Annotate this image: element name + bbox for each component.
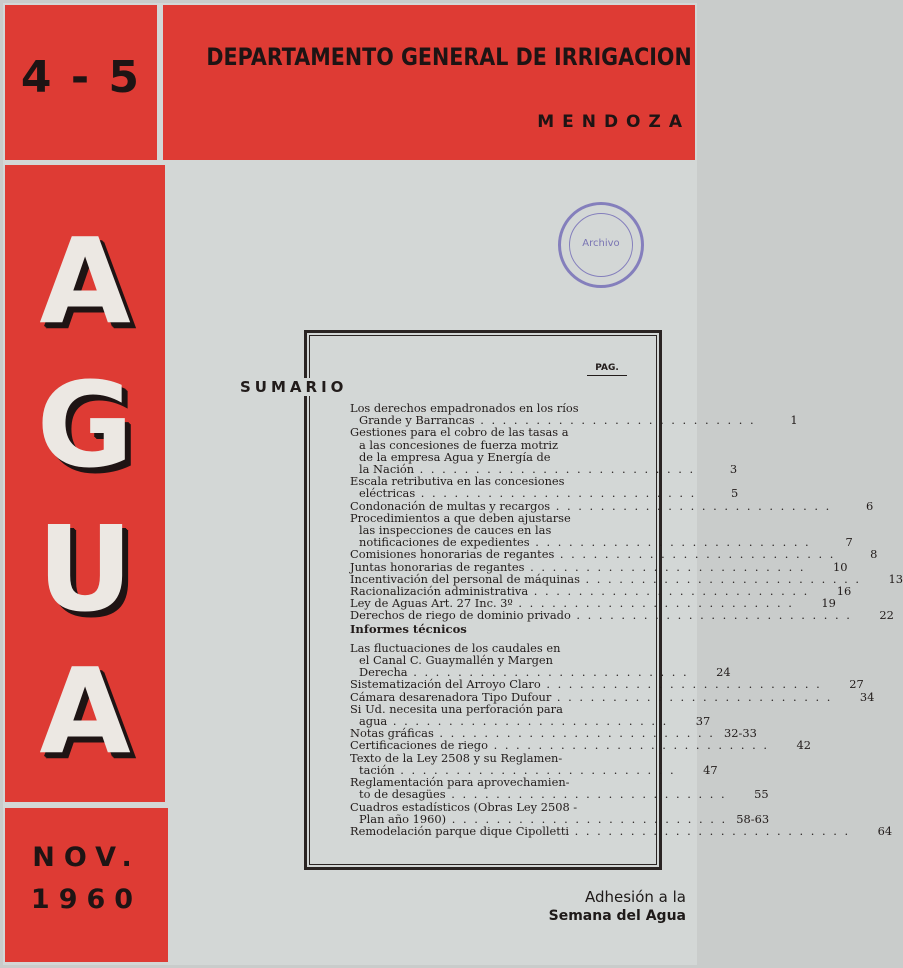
toc-entry <box>350 474 739 501</box>
title-letter: U <box>37 500 133 638</box>
toc-entry-line: a las concesiones de fuerza motriz <box>359 437 559 452</box>
toc-entry-page: 3 <box>729 462 738 477</box>
toc-entry-line: la Nación . . . . . . . . . . . . . . . . . . . . . . . . . <box>359 462 696 477</box>
issue-month: NOV. <box>32 842 141 873</box>
toc-entry-line: Si Ud. necesita una perforación para <box>350 701 563 716</box>
summary-heading: SUMARIO <box>236 378 351 396</box>
toc-entry-title <box>350 752 676 776</box>
toc-entry-page: 5 <box>730 486 739 501</box>
toc-entry-page: 8 <box>870 547 878 562</box>
toc-entry-line: Remodelación parque dique Cipolletti . . . . . . . . . . . . . . . . . . . . . . . . . <box>350 823 851 838</box>
toc-entry-line: Plan año 1960) . . . . . . . . . . . . . . . . . . . . . . . . . <box>359 811 728 826</box>
toc-entry-page: 27 <box>849 677 864 692</box>
toc-entry-line: Ley de Aguas Art. 27 Inc. 3º . . . . . . . . . . . . . . . . . . . . . . . . . <box>350 596 794 611</box>
toc-entry <box>350 775 769 802</box>
toc-entry-line: Certificaciones de riego . . . . . . . . . . . . . . . . . . . . . . . . . <box>350 738 769 753</box>
toc-entry-line: eléctricas . . . . . . . . . . . . . . . . . . . . . . . . . <box>359 486 697 501</box>
toc-entry-line: agua . . . . . . . . . . . . . . . . . . . . . . . . . <box>359 714 669 729</box>
toc-entry <box>350 510 853 550</box>
toc-main-list <box>350 401 903 623</box>
page-column-label: PAG. <box>587 363 627 376</box>
toc-entry-line: el Canal C. Guaymallén y Margen <box>359 653 554 668</box>
title-letter: G <box>36 356 134 494</box>
toc-entry-line: Reglamentación para aprovechamien- <box>350 775 570 790</box>
toc-entry <box>350 425 738 477</box>
toc-entry-title <box>350 703 668 727</box>
toc-entry-page: 16 <box>836 584 852 599</box>
toc-entry-page: 37 <box>695 714 711 729</box>
toc-entry-title <box>350 402 756 426</box>
toc-entry-line: Gestiones para el cobro de las tasas a <box>350 425 569 440</box>
toc-entry-line: Cuadros estadísticos (Obras Ley 2508 - <box>350 799 578 814</box>
toc-entry-page: 1 <box>790 413 798 428</box>
toc-entry <box>350 701 711 729</box>
toc-entry-page: 19 <box>821 596 836 611</box>
toc-entry-page: 7 <box>845 535 853 550</box>
toc-entry <box>350 823 893 838</box>
toc-entry-page: 10 <box>833 559 848 574</box>
title-letter: A <box>39 642 131 780</box>
toc-entry-line: Racionalización administrativa . . . . . . . . . . . . . . . . . . . . . . . . . <box>350 584 810 599</box>
toc-entry-title <box>350 609 852 621</box>
toc-entry-line: Las fluctuaciones de los caudales en <box>350 640 561 655</box>
toc-entry-line: to de desagües . . . . . . . . . . . . . . . . . . . . . . . . . <box>359 787 727 802</box>
toc-entry-line: notificaciones de expedientes . . . . . . . . . . . . . . . . . . . . . . . . . <box>359 535 811 550</box>
toc-entry-title <box>350 776 727 800</box>
toc-entry <box>350 640 731 680</box>
toc-entry-title <box>350 512 811 549</box>
toc-entry-line: Derechos de riego de dominio privado . . . . . . . . . . . . . . . . . . . . . . . . . <box>350 608 852 623</box>
toc-entry-page: 6 <box>865 498 874 513</box>
toc-entry-line: Comisiones honorarias de regantes . . . . . . . . . . . . . . . . . . . . . . . . . <box>350 547 836 562</box>
issue-number: 4 - 5 <box>20 52 142 103</box>
table-of-contents <box>350 401 903 838</box>
toc-entry-line: de la empresa Agua y Energía de <box>359 449 551 464</box>
toc-entry <box>350 608 894 623</box>
toc-entry-page: 24 <box>716 665 731 680</box>
toc-entry-line: Juntas honorarias de regantes . . . . . . . . . . . . . . . . . . . . . . . . . <box>350 559 806 574</box>
title-letter: A <box>39 212 131 350</box>
toc-entry <box>350 799 770 826</box>
toc-entry <box>350 401 798 428</box>
toc-entry-page: 34 <box>859 689 875 704</box>
toc-entry-line: tación . . . . . . . . . . . . . . . . . . . . . . . . . <box>359 762 676 777</box>
city-name: MENDOZA <box>537 112 690 132</box>
department-title: DEPARTAMENTO GENERAL DE IRRIGACION <box>206 43 692 71</box>
toc-entry-title <box>350 825 850 837</box>
toc-entry-line: Derecha . . . . . . . . . . . . . . . . . . . . . . . . . <box>359 665 689 680</box>
toc-entry-line: Escala retributiva en las concesiones <box>350 474 565 489</box>
toc-entry <box>350 750 718 777</box>
toc-entry-line: las inspecciones de cauces en las <box>359 523 552 538</box>
toc-entry-page: 64 <box>877 823 893 838</box>
toc-entry-page: 42 <box>796 738 811 753</box>
toc-entry-page: 32-33 <box>724 726 757 741</box>
toc-entry-title <box>350 801 727 825</box>
toc-entry-page: 55 <box>754 787 769 802</box>
toc-entry-title <box>350 642 689 679</box>
toc-entry-page: 22 <box>879 608 894 623</box>
toc-entry-line: Grande y Barrancas . . . . . . . . . . . . . . . . . . . . . . . . . <box>359 413 756 428</box>
stamp-text: Archivo <box>582 238 620 249</box>
toc-entry-title <box>350 426 695 475</box>
footer-line-1: Adhesión a la <box>584 888 686 906</box>
toc-entry-line: Cámara desarenadora Tipo Dufour . . . . . . . . . . . . . . . . . . . . . . . . . <box>350 689 833 704</box>
technical-reports-heading: Informes técnicos <box>350 621 467 636</box>
toc-entry-line: Texto de la Ley 2508 y su Reglamen- <box>350 750 563 765</box>
toc-entry-page: 13 <box>888 571 903 586</box>
toc-entry-line: Notas gráficas . . . . . . . . . . . . . . . . . . . . . . . . . <box>350 726 715 741</box>
toc-entry-line: Incentivación del personal de máquinas . . . . . . . . . . . . . . . . . . . . . . . . . <box>350 571 861 586</box>
issue-year: 1960 <box>30 884 143 915</box>
archive-stamp <box>558 202 644 288</box>
header-band <box>163 5 695 160</box>
toc-entry-line: Sistematización del Arroyo Claro . . . . . . . . . . . . . . . . . . . . . . . . . <box>350 677 822 692</box>
toc-entry-page: 58-63 <box>736 811 770 826</box>
footer-note <box>549 888 686 924</box>
toc-entry-title <box>350 475 696 499</box>
toc-entry-line: Condonación de multas y recargos . . . . . . . . . . . . . . . . . . . . . . . . . <box>350 498 832 513</box>
toc-technical-list <box>350 640 893 838</box>
toc-entry-page: 47 <box>703 762 718 777</box>
toc-entry-line: Procedimientos a que deben ajustarse <box>350 510 571 525</box>
toc-entry-line: Los derechos empadronados en los ríos <box>350 401 579 415</box>
footer-line-2: Semana del Agua <box>548 908 686 924</box>
